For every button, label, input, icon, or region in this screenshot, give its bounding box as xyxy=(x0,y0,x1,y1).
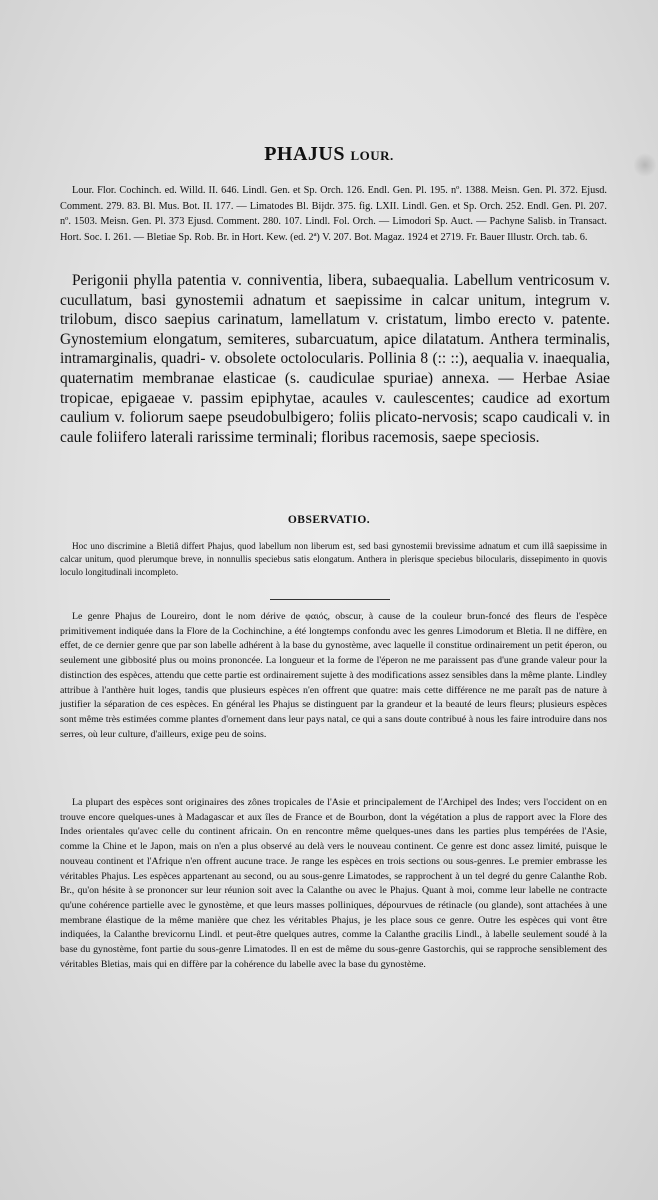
paragraph-text: La plupart des espèces sont originaires des zônes tropicales de l'Asie et principalement de l'Archipel des Indes; vers l'occident on en trouve encore quelques-unes à Madagascar et aux îles de France et de Bourbon, dont la végétation a plus de rapport avec la Flore des Indes orientales qu'avec celle du continent africain. On en rencontre même quelques-unes dans les parties plus tempérées de l'Asie, comme la Chine et le Japon, mais on n'en a plus observé au delà vers le nouveau continent. Ce genre est donc assez limité, puisque le nouveau continent et l'Afrique n'en offrent aucune trace. Je range les espèces en trois sections ou sous-genres. Le premier embrasse les véritables Phajus. Les espèces appartenant au second, ou au sous-genre Limatodes, se rapprochent à un tel degré du genre Calanthe Rob. Br., qu'on hésite à se prononcer sur leur réunion soit avec la Calanthe ou avec le Phajus. Quant à moi, comme leur labelle ne contracte qu'une cohérence partielle avec le gynostème, et que leurs masses polliniques, dépourvues de rétinacle (ou glande), sont attachées à une membrane élastique de la même manière que chez les véritables Phajus, je les place sous ce genre. Outre les espèces qui vont être indiquées, la Calanthe brevicornu Lindl. et peut-être quelques autres, comme la Calanthe gracilis Lindl., à labelle seulement soudé à la base du gynostème, font partie du sous-genre Limatodes. Il en est de même du sous-genre Gastorchis, qui se rapproche sensiblement des véritables Bletias, mais qui en diffère par la cohérence du labelle avec la base du gynostème. xyxy=(60,797,607,970)
french-paragraph-2 xyxy=(60,796,607,972)
paragraph-text: Le genre Phajus de Loureiro, dont le nom dérive de φαιός, obscur, à cause de la couleur brun-foncé des fleurs de l'espèce primitivement indiquée dans la Flore de la Cochinchine, a été longtemps confondu avec les genres Limodorum et Bletia. Il ne diffère, en effet, de ce dernier genre que par son labelle adhérent à la base du gynostème, avec laquelle il constitue ordinairement un petit éperon, ou seulement une gibbosité plus ou moins prononcée. La longueur et la forme de l'éperon ne me paraissent pas d'une grande valeur pour la distinction des espèces, attendu que cette partie est ordinairement sujette à des modifications assez sensibles dans la même plante. Lindley attribue à l'anthère huit loges, tandis que plusieurs espèces n'en offrent que quatre: mais cette différence ne me paraît pas de nature à justifier la séparation de ces espèces. En général les Phajus se distinguent par la grandeur et la beauté de leurs fleurs; plusieurs espèces sont même très estimées comme plantes d'ornement dans leur pays natal, ce qui a sans doute contribué à nous les faire introduire dans nos serres, où leur culture, d'ailleurs, exige peu de soins. xyxy=(60,611,607,740)
genus-name: PHAJUS xyxy=(264,143,345,165)
latin-diagnosis xyxy=(60,271,610,447)
observatio-heading: OBSERVATIO. xyxy=(287,514,371,526)
bibliography xyxy=(60,183,607,245)
observatio xyxy=(60,540,607,579)
genus-title xyxy=(0,143,658,166)
genus-author: LOUR. xyxy=(350,148,394,163)
observatio-text: Hoc uno discrimine a Bletiâ differt Phajus, quod labellum non liberum est, sed basi gynostemii brevissime adnatum et cum illâ saepissime in calcar unitum, quod plerumque breve, in nonnullis speciebus satis elongatum. Anthera in plerisque speciebus bilocularis, dissepimento in quovis loculo longitudinali incompleto. xyxy=(60,541,607,577)
diagnosis-text: Perigonii phylla patentia v. conniventia, libera, subaequalia. Labellum ventricosum v. cucullatum, basi gynostemii adnatum et saepissime in calcar unitum, integrum v. trilobum, disco saepius carinatum, lamellatum v. cristatum, limbo erecto v. patente. Gynostemium elongatum, semiteres, subarcuatum, apice dilatatum. Anthera terminalis, intramarginalis, quadri- v. obsolete octolocularis. Pollinia 8 (:: ::), aequalia v. inaequalia, quaternatim membranae elasticae (s. caudiculae spuriae) annexa. — Herbae Asiae tropicae, epigaeae v. passim epiphytae, acaules v. caulescentes; caudice ad exortum caulium v. foliorum saepe pseudobulbigero; foliis plicato-nervosis; scapo caudicali v. in caule foliifero laterali rarissime terminali; floribus racemosis, saepe speciosis. xyxy=(60,272,610,446)
french-paragraph-1 xyxy=(60,610,607,742)
bibliography-text: Lour. Flor. Cochinch. ed. Willd. II. 646. Lindl. Gen. et Sp. Orch. 126. Endl. Gen. Pl. 195. nº. 1388. Meisn. Gen. Pl. 372. Ejusd. Comment. 279. 83. Bl. Mus. Bot. II. 177. — Limatodes Bl. Bijdr. 375. fig. LXII. Lindl. Gen. et Sp. Orch. 252. Endl. Gen. Pl. 207. nº. 1503. Meisn. Gen. Pl. 373 Ejusd. Comment. 280. 107. Lindl. Fol. Orch. — Limodori Sp. Auct. — Pachyne Salisb. in Transact. Hort. Soc. I. 261. — Bletiae Sp. Rob. Br. in Hort. Kew. (ed. 2ª) V. 207. Bot. Magaz. 1924 et 2719. Fr. Bauer Illustr. Orch. tab. 6. xyxy=(60,185,607,243)
section-divider xyxy=(270,599,390,600)
